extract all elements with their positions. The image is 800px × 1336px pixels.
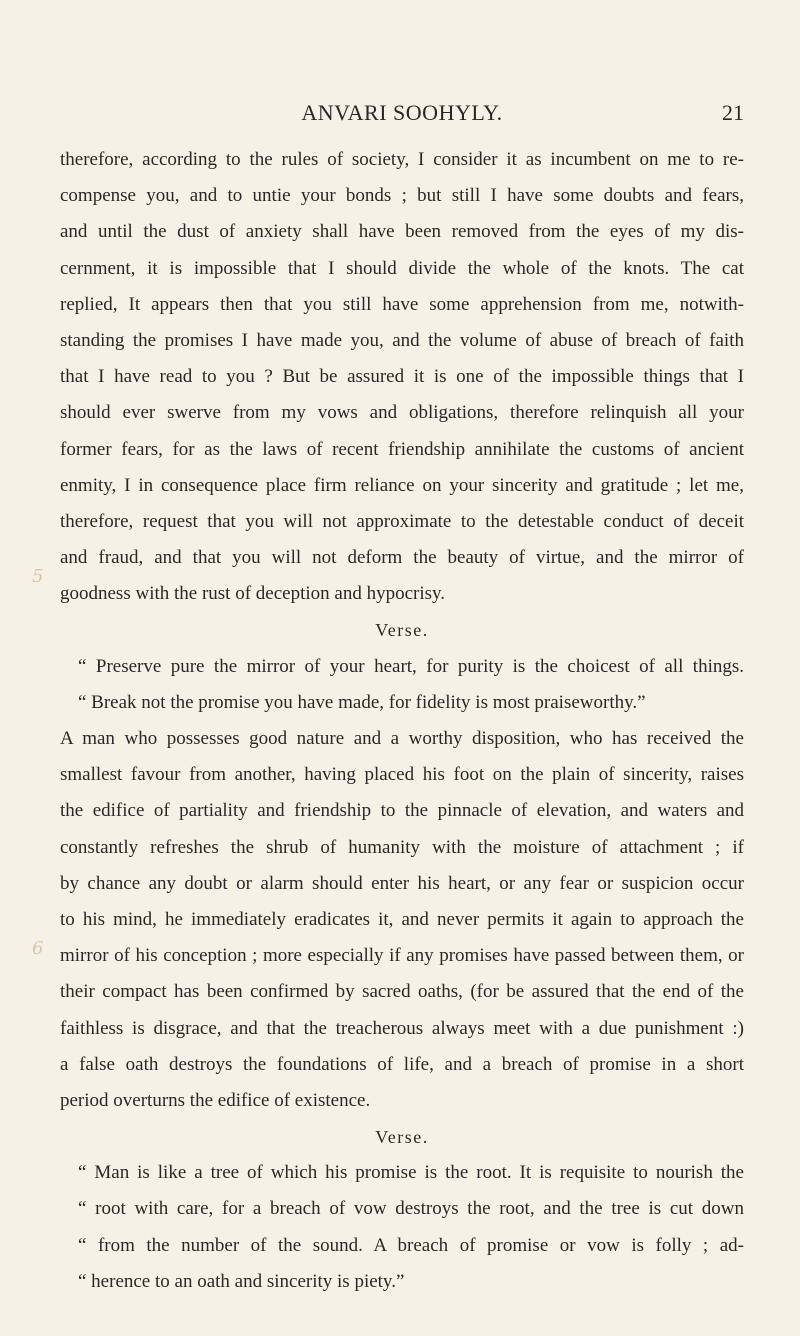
margin-annotation: 6 [32,938,44,959]
text-line: goodness with the rust of deception and hypocrisy. [60,583,446,605]
paragraph [60,721,744,1119]
text-line: and until the dust of anxiety shall have been removed from the eyes of my dis- [60,221,744,243]
verse-heading: Verse. [375,620,429,641]
text-line: to his mind, he immediately eradicates it, and never permits it again to approach the [60,908,744,930]
margin-annotation: 5 [32,566,44,587]
verse-heading: Verse. [375,1127,429,1148]
text-line: therefore, according to the rules of society, I consider it as incumbent on me to re- [60,149,744,170]
text-line: period overturns the edifice of existence. [60,1089,371,1111]
verse [60,1155,744,1300]
text-line: therefore, request that you will not approximate to the detestable conduct of deceit [60,510,744,532]
text-line: should ever swerve from my vows and obligations, therefore relinquish all your [60,402,744,424]
text-line: their compact has been confirmed by sacred oaths, (for be assured that the end of the [60,981,744,1003]
text-line: by chance any doubt or alarm should enter his heart, or any fear or suspicion occur [60,872,744,894]
verse-line: “ root with care, for a breach of vow destroys the root, and the tree is cut down [78,1198,744,1220]
text-line: a false oath destroys the foundations of life, and a breach of promise in a short [60,1053,744,1075]
verse-line: “ Break not the promise you have made, for fidelity is most praiseworthy.” [78,691,646,713]
text-line: standing the promises I have made you, and the volume of abuse of breach of faith [60,329,744,351]
paragraph [60,142,744,612]
text-line: A man who possesses good nature and a worthy disposition, who has received the [60,728,744,749]
verse [60,649,744,721]
text-line: enmity, I in consequence place firm reliance on your sincerity and gratitude ; let me, [60,474,744,496]
text-line: former fears, for as the laws of recent friendship annihilate the customs of ancient [60,438,744,460]
text-line: mirror of his conception ; more especially if any promises have passed between them, or [60,945,744,967]
verse-line: “ Preserve pure the mirror of your heart, for purity is the choicest of all things. [78,655,744,677]
running-title: ANVARI SOOHYLY. [301,100,503,125]
verse-line: “ Man is like a tree of which his promise is the root. It is requisite to nourish the [78,1162,744,1184]
text-line: the edifice of partiality and friendship to the pinnacle of elevation, and waters and [60,800,744,822]
text-line: and fraud, and that you will not deform the beauty of virtue, and the mirror of [60,547,744,569]
text-line: faithless is disgrace, and that the treacherous always meet with a due punishment :) [60,1017,744,1039]
verse-line: “ from the number of the sound. A breach of promise or vow is folly ; ad- [78,1234,744,1256]
running-head [60,100,744,128]
text-line: cernment, it is impossible that I should divide the whole of the knots. The cat [60,257,744,279]
verse-line: “ herence to an oath and sincerity is piety.” [78,1270,405,1292]
text-line: that I have read to you ? But be assured it is one of the impossible things that I [60,366,744,388]
page-number: 21 [722,100,744,125]
text-line: replied, It appears then that you still have some apprehension from me, notwith- [60,293,744,315]
text-line: smallest favour from another, having placed his foot on the plain of sincerity, raises [60,764,744,786]
body-text [60,142,744,1300]
text-line: compense you, and to untie your bonds ; but still I have some doubts and fears, [60,185,744,207]
text-line: constantly refreshes the shrub of humanity with the moisture of attachment ; if [60,836,744,858]
